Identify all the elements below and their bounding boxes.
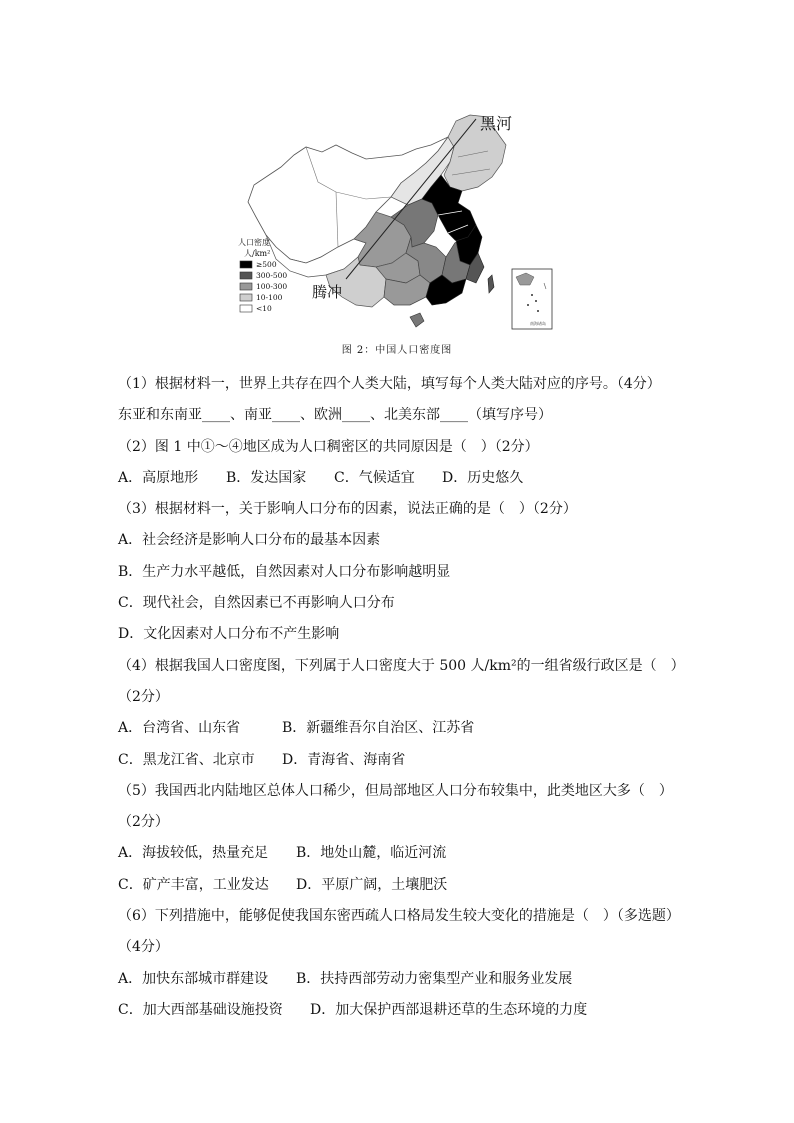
q6-score: （4分）: [118, 939, 169, 956]
legend-label-2: 300-500: [256, 271, 288, 280]
q6-options-row1: [118, 965, 688, 996]
q4-option-a[interactable]: A．台湾省、山东省: [118, 720, 241, 737]
q2-option-c[interactable]: C．气候适宜: [334, 469, 415, 486]
q6-option-b[interactable]: B．扶持西部劳动力密集型产业和服务业发展: [296, 970, 573, 987]
q6-option-c[interactable]: C．加大西部基础设施投资: [118, 1001, 283, 1018]
legend-swatch-5: [240, 305, 252, 312]
legend-label-5: <10: [256, 304, 272, 313]
q4-options-row1: [118, 714, 688, 745]
legend-unit: 人/km²: [244, 249, 271, 258]
q5-score: （2分）: [118, 814, 169, 831]
q3-option-c[interactable]: C．现代社会，自然因素已不再影响人口分布: [118, 595, 395, 612]
label-heihe: 黑河: [480, 114, 513, 133]
q5-options-row1: [118, 839, 688, 870]
q3-option-a[interactable]: A．社会经济是影响人口分布的最基本因素: [118, 532, 381, 549]
q3-stem: （3）根据材料一，关于影响人口分布的因素，说法正确的是（ ）（2分）: [118, 501, 577, 518]
legend-swatch-1: [240, 261, 252, 268]
q5-option-b[interactable]: B．地处山麓，临近河流: [296, 845, 447, 862]
q5-option-a[interactable]: A．海拔较低，热量充足: [118, 845, 269, 862]
q1-fill: 东亚和东南亚____、南亚____、欧洲____、北美东部____（填写序号）: [118, 407, 552, 424]
legend-swatch-2: [240, 272, 252, 279]
figure-caption: 图 2：中国人口密度图: [341, 345, 453, 356]
label-tengchong: 腾冲: [312, 283, 343, 301]
inset-label: 南海诸岛: [530, 321, 546, 326]
q4-score: （2分）: [118, 688, 169, 705]
q2-stem: （2）图 1 中①～④地区成为人口稠密区的共同原因是（ ）（2分）: [118, 438, 539, 455]
q4-stem: （4）根据我国人口密度图，下列属于人口密度大于 500 人/km²的一组省级行政区是（ ）: [118, 657, 685, 674]
population-density-map: [226, 107, 566, 332]
q2-option-a[interactable]: A．高原地形: [118, 469, 199, 486]
q5-option-c[interactable]: C．矿产丰富，工业发达: [118, 876, 269, 893]
q4-option-c[interactable]: C．黑龙江省、北京市: [118, 751, 255, 768]
q6-stem: （6）下列措施中，能够促使我国东密西疏人口格局发生较大变化的措施是（ ）（多选题）: [118, 908, 680, 925]
legend-label-4: 10-100: [256, 293, 283, 302]
legend-swatch-4: [240, 294, 252, 301]
legend-label-3: 100-300: [256, 282, 288, 291]
q6-options-row2: [118, 996, 688, 1027]
q5-options-row2: [118, 871, 688, 902]
legend-label-1: ≥500: [256, 260, 277, 269]
q2-option-d[interactable]: D．历史悠久: [442, 469, 524, 486]
map-svg: [226, 107, 566, 332]
q5-option-d[interactable]: D．平原广阔，土壤肥沃: [296, 876, 448, 893]
map-region-taiwan: [488, 275, 494, 293]
map-region-hainan: [410, 313, 424, 327]
q2-options: [118, 464, 688, 495]
legend-title: 人口密度: [238, 238, 270, 247]
q4-option-d[interactable]: D．青海省、海南省: [282, 751, 406, 768]
q4-option-b[interactable]: B．新疆维吾尔自治区、江苏省: [282, 720, 475, 737]
south-china-sea-inset: [512, 269, 552, 329]
q6-option-a[interactable]: A．加快东部城市群建设: [118, 970, 269, 987]
q1-stem: （1）根据材料一，世界上共存在四个人类大陆，填写每个人类大陆对应的序号。（4分）: [118, 376, 661, 392]
q4-options-row2: [118, 746, 688, 777]
q2-option-b[interactable]: B．发达国家: [226, 469, 307, 486]
question-list: [118, 370, 688, 1027]
q3-option-d[interactable]: D．文化因素对人口分布不产生影响: [118, 626, 340, 643]
legend-swatch-3: [240, 283, 252, 290]
q3-option-b[interactable]: B．生产力水平越低，自然因素对人口分布影响越明显: [118, 563, 451, 580]
q6-option-d[interactable]: D．加大保护西部退耕还草的生态环境的力度: [310, 1001, 588, 1018]
q5-stem: （5）我国西北内陆地区总体人口稀少，但局部地区人口分布较集中，此类地区大多（ ）: [118, 782, 673, 799]
